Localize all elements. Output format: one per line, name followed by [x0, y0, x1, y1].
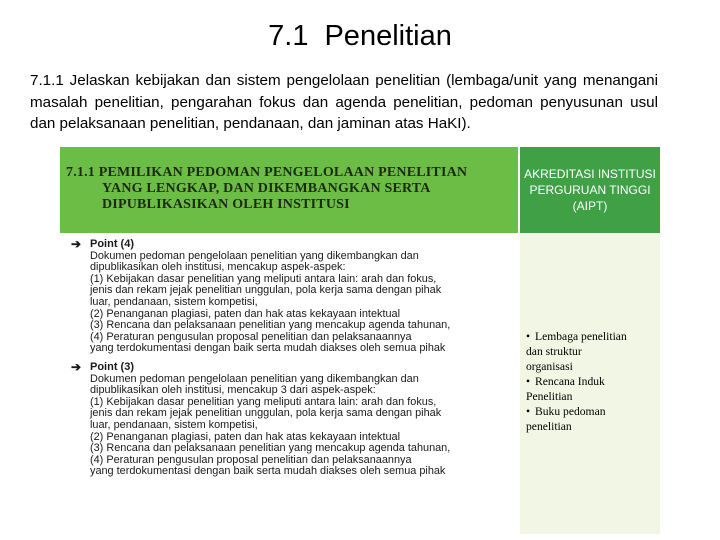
- list-item-continuation: penelitian: [526, 420, 572, 433]
- point-line: (4) Peraturan pengusulan proposal penelitian dan pelaksanaannya: [90, 453, 412, 466]
- list-item-text: Buku pedoman: [535, 405, 606, 418]
- point-4-label: Point (4): [90, 238, 134, 250]
- point-line: yang terdokumentasi dengan baik serta mudah diakses oleh semua pihak: [90, 342, 446, 355]
- figure-header-title: [66, 165, 467, 213]
- accreditation-label: [520, 166, 660, 214]
- point-line: (1) Kebijakan dasar penelitian yang meliputi antara lain: arah dan fokus,: [90, 272, 437, 285]
- point-line: luar, pendanaan, sistem kompetisi,: [90, 295, 258, 308]
- point-line: dipublikasikan oleh institusi, mencakup aspek-aspek:: [90, 261, 346, 274]
- arrow-right-icon: ➔: [71, 237, 82, 251]
- list-item-continuation: Penelitian: [526, 390, 573, 403]
- point-line: (3) Rencana dan pelaksanaan penelitian yang mencakup agenda tahunan,: [90, 319, 451, 332]
- point-3-lines: [71, 374, 515, 478]
- slide-title: [0, 20, 720, 53]
- point-line: (3) Rencana dan pelaksanaan penelitian yang mencakup agenda tahunan,: [90, 442, 451, 455]
- point-4-heading: [71, 239, 515, 251]
- point-line: Dokumen pedoman pengelolaan penelitian yang dikembangkan dan: [90, 249, 419, 262]
- required-documents-list: [524, 329, 627, 434]
- point-line: jenis dan rekam jejak penelitian unggulan, pola kerja sama dengan pihak: [90, 284, 442, 297]
- point-4-lines: [71, 251, 515, 355]
- required-documents-column: [520, 233, 660, 534]
- point-line: yang terdokumentasi dengan baik serta mudah diakses oleh semua pihak: [90, 465, 446, 478]
- bullet-icon: •: [526, 330, 531, 343]
- header-title-line: 7.1.1 PEMILIKAN PEDOMAN PENGELOLAAN PENELITIAN: [66, 165, 468, 180]
- accreditation-line: PERGURUAN TINGGI: [529, 183, 651, 197]
- header-title-line: DIPUBLIKASIKAN OLEH INSTITUSI: [102, 197, 350, 212]
- title-number: 7.1: [268, 20, 309, 52]
- bullet-icon: •: [526, 405, 531, 418]
- list-item-text: Rencana Induk: [535, 375, 605, 388]
- point-line: (2) Penanganan plagiasi, paten dan hak atas kekayaan intektual: [90, 307, 401, 320]
- point-line: dipublikasikan oleh institusi, mencakup 3 dari aspek-aspek:: [90, 384, 376, 397]
- arrow-right-icon: ➔: [71, 359, 82, 374]
- list-item-continuation: dan struktur: [526, 345, 582, 358]
- point-line: (2) Penanganan plagiasi, paten dan hak atas kekayaan intektual: [90, 430, 401, 443]
- point-line: Dokumen pedoman pengelolaan penelitian yang dikembangkan dan: [90, 372, 419, 385]
- accreditation-line: (AIPT): [572, 199, 608, 213]
- title-text: Penelitian: [324, 20, 452, 52]
- list-item: [524, 374, 627, 389]
- point-line: jenis dan rekam jejak penelitian unggulan, pola kerja sama dengan pihak: [90, 407, 442, 420]
- point-line: (1) Kebijakan dasar penelitian yang meliputi antara lain: arah dan fokus,: [90, 395, 437, 408]
- header-title-line: YANG LENGKAP, DAN DIKEMBANGKAN SERTA: [102, 181, 431, 196]
- point-line: (4) Peraturan pengusulan proposal penelitian dan pelaksanaannya: [90, 330, 412, 343]
- point-line: luar, pendanaan, sistem kompetisi,: [90, 418, 258, 431]
- point-3-heading: [71, 359, 515, 374]
- criteria-text: [71, 239, 515, 478]
- point-3-label: Point (3): [90, 360, 134, 373]
- bullet-icon: •: [526, 375, 531, 388]
- figure-header-right: [520, 147, 660, 233]
- accreditation-line: AKREDITASI INSTITUSI: [524, 167, 656, 181]
- list-item-continuation: organisasi: [526, 360, 573, 373]
- list-item: [524, 329, 627, 344]
- intro-paragraph: 7.1.1 Jelaskan kebijakan dan sistem pengelolaan penelitian (lembaga/unit yang menangani masalah penelitian, pengarahan fokus dan agenda penelitian, pedoman penyusunan usul dan pelaksanaan penelitian, pendanaan, dan jaminan atas HaKI).: [30, 72, 658, 132]
- list-item-text: Lembaga penelitian: [535, 330, 627, 343]
- figure-header-left: [60, 147, 518, 233]
- list-item: [524, 404, 627, 419]
- embedded-figure: [60, 147, 660, 534]
